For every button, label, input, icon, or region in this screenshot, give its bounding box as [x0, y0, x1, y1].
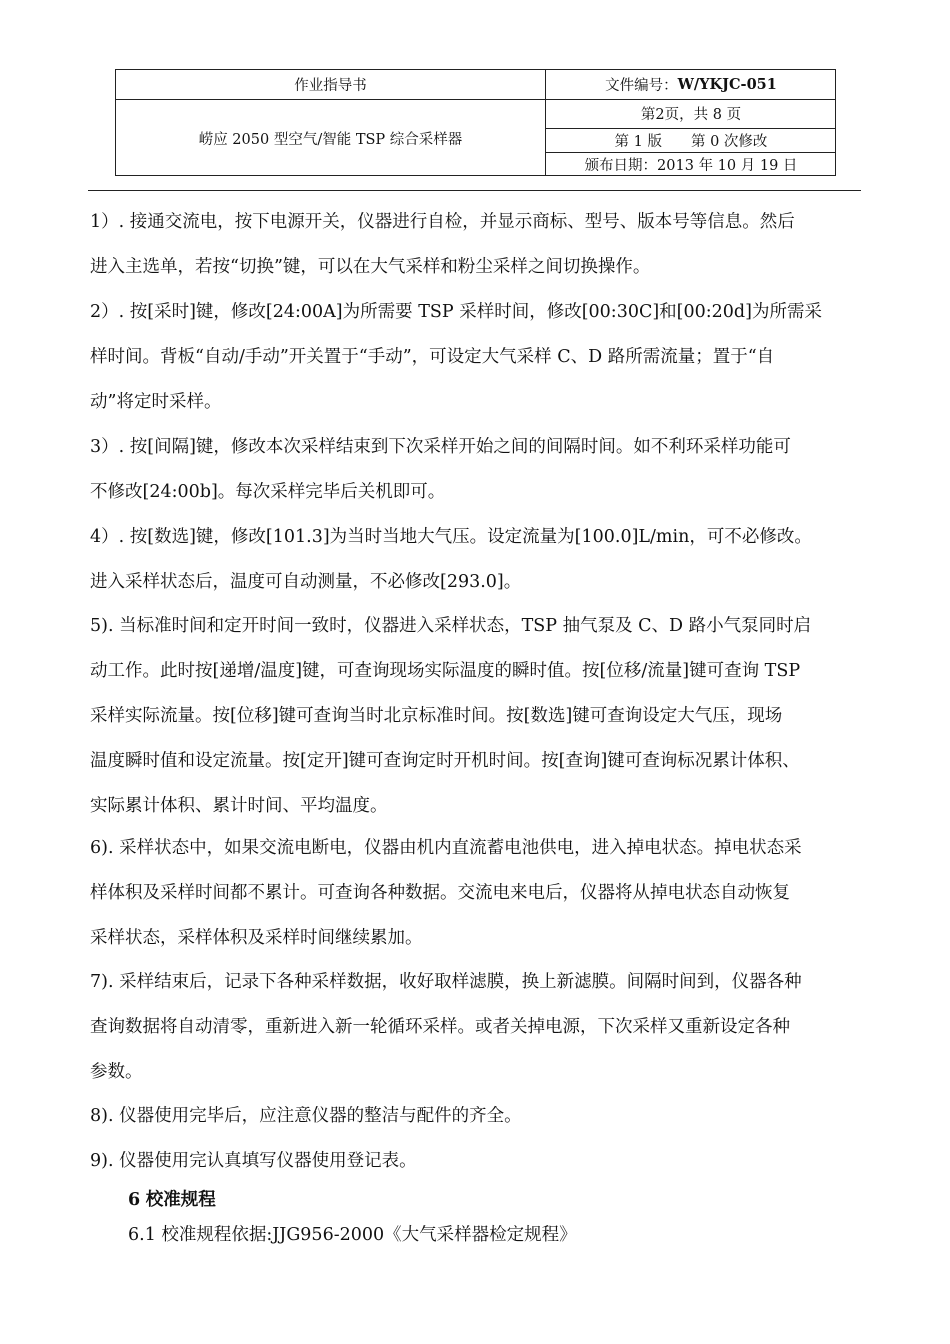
- header-divider: [88, 190, 861, 191]
- paragraph-6: [90, 826, 860, 961]
- doc-number-cell: [545, 70, 837, 99]
- text-line: 温度瞬时值和设定流量。按[定开]键可查询定时开机时间。按[查询]键可查询标况累计体积、: [90, 751, 800, 771]
- text-line: 动工作。此时按[递增/温度]键，可查询现场实际温度的瞬时值。按[位移/流量]键可查询 TSP: [90, 661, 801, 681]
- text-line: 2）. 按[采时]键，修改[24:00A]为所需要 TSP 采样时间，修改[00:30C]和[00:20d]为所需采: [90, 302, 822, 322]
- issue-date: 颁布日期：2013 年 10 月 19 日: [584, 158, 798, 174]
- text-line: 1）. 接通交流电，按下电源开关，仪器进行自检，并显示商标、型号、版本号等信息。然后: [90, 212, 795, 232]
- text-line: 动”将定时采样。: [90, 392, 222, 412]
- subsection-text: 6.1 校准规程依据:JJG956-2000《大气采样器检定规程》: [128, 1225, 577, 1245]
- document-header-table: [115, 69, 836, 176]
- text-line: 4）. 按[数选]键，修改[101.3]为当时当地大气压。设定流量为[100.0]L/min，可不必修改。: [90, 527, 812, 547]
- paragraph-7: [90, 960, 860, 1095]
- doc-number-label: 文件编号：: [605, 78, 678, 94]
- section-title: 校准规程: [145, 1190, 216, 1210]
- text-line: 进入主选单，若按“切换”键，可以在大气采样和粉尘采样之间切换操作。: [90, 257, 651, 277]
- section-number: 6: [128, 1190, 141, 1210]
- paragraph-3: [90, 425, 860, 515]
- text-line: 7). 采样结束后，记录下各种采样数据，收好取样滤膜，换上新滤膜。间隔时间到，仪器各种: [90, 972, 802, 992]
- text-line: 3）. 按[间隔]键，修改本次采样结束到下次采样开始之间的间隔时间。如不利环采样功能可: [90, 437, 791, 457]
- doc-title: 崂应 2050 型空气/智能 TSP 综合采样器: [198, 131, 463, 148]
- text-line: 8). 仪器使用完毕后，应注意仪器的整洁与配件的齐全。: [90, 1106, 522, 1126]
- paragraph-2: [90, 290, 860, 425]
- paragraph-9: [90, 1139, 860, 1184]
- paragraph-5: [90, 604, 860, 829]
- section-heading: [128, 1186, 216, 1211]
- version-info: 第 1 版 第 0 次修改: [614, 133, 768, 150]
- paragraph-8: [90, 1094, 860, 1139]
- text-line: 样体积及采样时间都不累计。可查询各种数据。交流电来电后，仪器将从掉电状态自动恢复: [90, 883, 790, 903]
- text-line: 采样状态，采样体积及采样时间继续累加。: [90, 928, 423, 948]
- text-line: 实际累计体积、累计时间、平均温度。: [90, 796, 388, 816]
- text-line: 9). 仪器使用完认真填写仪器使用登记表。: [90, 1151, 417, 1171]
- text-line: 查询数据将自动清零，重新进入新一轮循环采样。或者关掉电源，下次采样又重新设定各种: [90, 1017, 790, 1037]
- paragraph-1: [90, 200, 860, 290]
- text-line: 参数。: [90, 1062, 143, 1082]
- text-line: 样时间。背板“自动/手动”开关置于“手动”，可设定大气采样 C、D 路所需流量；置于“自: [90, 347, 775, 367]
- doc-number: W/YKJC-051: [677, 76, 777, 93]
- text-line: 不修改[24:00b]。每次采样完毕后关机即可。: [90, 482, 446, 502]
- text-line: 6). 采样状态中，如果交流电断电，仪器由机内直流蓄电池供电，进入掉电状态。掉电状态采: [90, 838, 802, 858]
- doc-type: 作业指导书: [294, 78, 367, 94]
- text-line: 5). 当标准时间和定开时间一致时，仪器进入采样状态，TSP 抽气泵及 C、D 路小气泵同时启: [90, 616, 812, 636]
- text-line: 采样实际流量。按[位移]键可查询当时北京标准时间。按[数选]键可查询设定大气压，现场: [90, 706, 783, 726]
- page-info: 第2页，共 8 页: [640, 107, 742, 123]
- paragraph-4: [90, 515, 860, 605]
- text-line: 进入采样状态后，温度可自动测量，不必修改[293.0]。: [90, 572, 522, 592]
